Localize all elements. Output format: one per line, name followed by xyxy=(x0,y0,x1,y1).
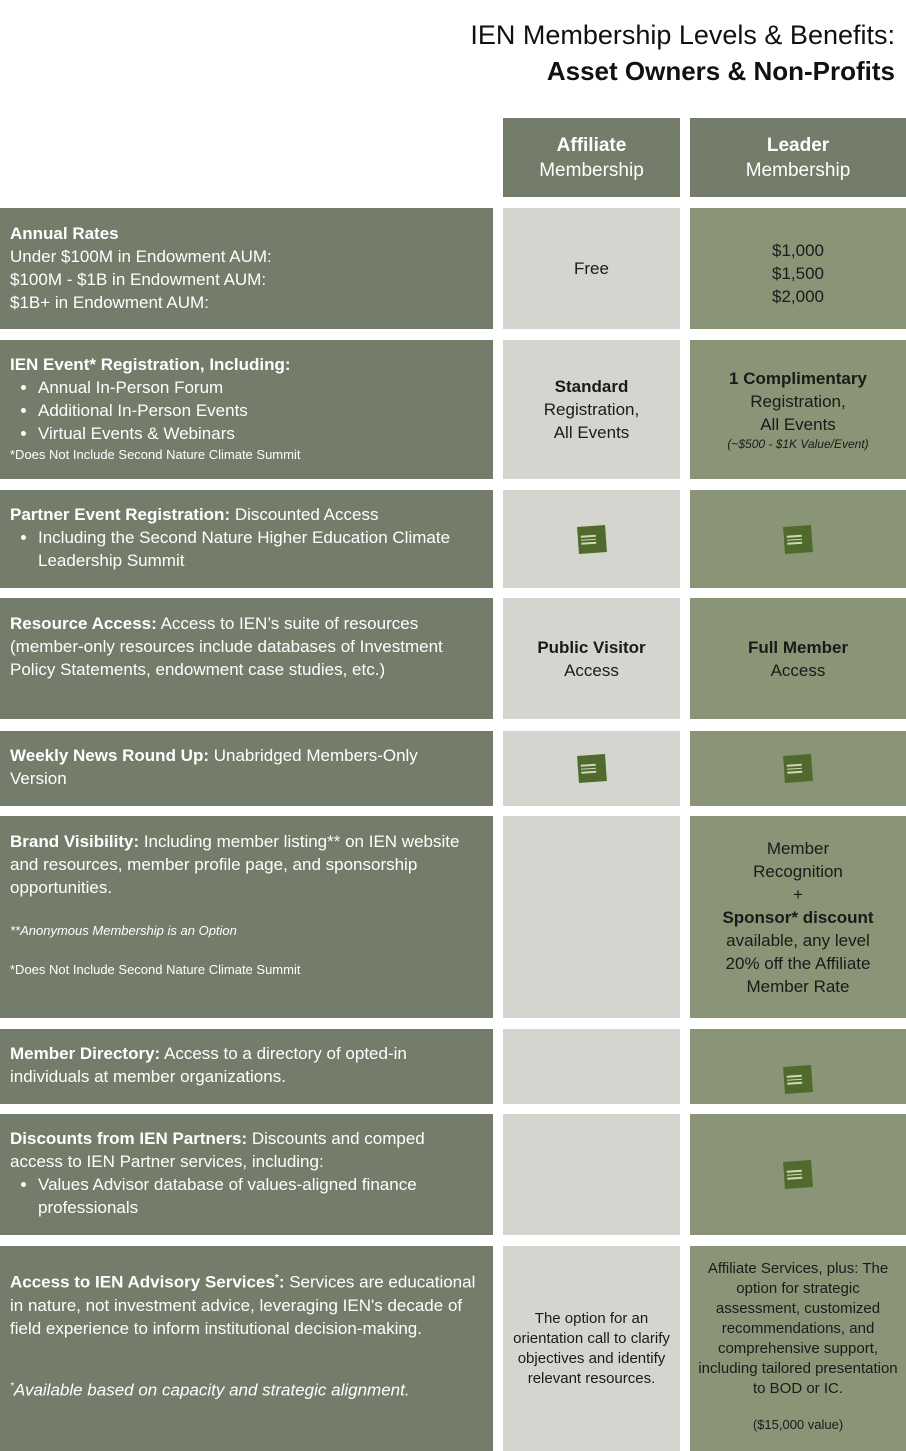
event-affiliate-line-3: All Events xyxy=(553,423,630,442)
news-heading: Weekly News Round Up: xyxy=(10,746,209,765)
row-advisory-services xyxy=(0,1246,906,1451)
ien-logo-checkmark-icon xyxy=(783,1065,813,1094)
brand-heading: Brand Visibility: xyxy=(10,832,140,851)
advisory-leader-value: ($15,000 value) xyxy=(752,1417,844,1432)
rates-leader-value-2: $1,500 xyxy=(772,264,824,283)
brand-note-1: **Anonymous Membership is an Option xyxy=(10,923,237,938)
brand-leader-line-5: 20% off the Affiliate xyxy=(725,953,871,973)
advisory-text: Services are educational in nature, not investment advice, leveraging IEN's decade of field experience to inform institutional decision-making. xyxy=(10,1272,476,1338)
event-bullet-2: • Additional In-Person Events xyxy=(38,399,479,422)
row-weekly-news xyxy=(0,731,906,806)
news-label-cell xyxy=(0,731,493,806)
event-note: *Does Not Include Second Nature Climate Summit xyxy=(10,447,301,462)
title-line-2: Asset Owners & Non-Profits xyxy=(546,56,895,86)
discounts-affiliate-cell xyxy=(503,1114,680,1235)
resource-leader-line-2: Access xyxy=(770,660,826,680)
brand-leader-line-4: available, any level xyxy=(726,930,870,950)
brand-leader-line-3: + xyxy=(793,884,803,904)
rates-label-cell xyxy=(0,208,493,329)
row-member-directory xyxy=(0,1029,906,1104)
partner-affiliate-cell xyxy=(503,490,680,588)
row-partner-discounts xyxy=(0,1114,906,1235)
event-leader-note: (~$500 - $1K Value/Event) xyxy=(727,437,869,451)
resource-affiliate-line-2: Access xyxy=(564,660,619,680)
brand-affiliate-cell xyxy=(503,816,680,1018)
row-resource-access xyxy=(0,598,906,719)
directory-text: Access to a directory of opted-in individuals at member organizations. xyxy=(10,1044,407,1086)
row-event-registration xyxy=(0,340,906,479)
event-bullet-3: • Virtual Events & Webinars xyxy=(38,422,479,445)
row-partner-event xyxy=(0,490,906,588)
ien-logo-checkmark-icon xyxy=(783,1160,813,1189)
leader-column-header xyxy=(690,118,906,197)
advisory-colon: : xyxy=(278,1272,285,1292)
ien-logo-checkmark-icon xyxy=(783,525,813,554)
partner-heading: Partner Event Registration: xyxy=(10,505,231,524)
resource-heading: Resource Access: xyxy=(10,614,157,633)
affiliate-header-bold: Affiliate xyxy=(556,134,627,156)
news-leader-cell xyxy=(690,731,906,806)
rates-line-2: $100M - $1B in Endowment AUM: xyxy=(10,270,267,289)
brand-leader-bold: Sponsor* discount xyxy=(722,907,874,927)
event-bullet-1: • Annual In-Person Forum xyxy=(38,376,479,399)
advisory-leader-text: Affiliate Services, plus: The option for strategic assessment, customized recommendations, and comprehensive support, including tailored presentation to BOD or IC. xyxy=(698,1260,898,1397)
advisory-affiliate-text: The option for an orientation call to clarify objectives and identify relevant resources. xyxy=(513,1309,670,1387)
directory-label-cell xyxy=(0,1029,493,1104)
row-brand-visibility xyxy=(0,816,906,1018)
resource-label-cell xyxy=(0,598,493,719)
affiliate-column-header xyxy=(503,118,680,197)
advisory-leader-cell xyxy=(690,1246,906,1451)
advisory-heading: Access to IEN Advisory Services xyxy=(10,1272,275,1292)
directory-affiliate-cell xyxy=(503,1029,680,1104)
affiliate-header-sub: Membership xyxy=(539,159,644,181)
event-heading: IEN Event* Registration, Including: xyxy=(10,355,291,374)
discounts-text: Discounts and comped access to IEN Partner services, including: xyxy=(10,1129,425,1171)
resource-affiliate-bold: Public Visitor xyxy=(537,637,646,657)
leader-header-sub: Membership xyxy=(745,159,851,181)
ien-logo-checkmark-icon xyxy=(577,754,607,783)
row-annual-rates xyxy=(0,208,906,329)
brand-text: Including member listing** on IEN website and resources, member profile page, and sponsorship opportunities. xyxy=(10,832,460,897)
advisory-label-cell xyxy=(0,1246,493,1451)
title-line-1: IEN Membership Levels & Benefits: xyxy=(470,20,895,50)
advisory-note-sup: * xyxy=(10,1380,14,1392)
resource-leader-cell xyxy=(690,598,906,719)
advisory-note: Available based on capacity and strategic alignment. xyxy=(13,1380,410,1400)
partner-text: Discounted Access xyxy=(230,505,379,524)
event-leader-bold: 1 Complimentary xyxy=(729,369,867,388)
event-label-cell xyxy=(0,340,493,479)
partner-leader-cell xyxy=(690,490,906,588)
event-affiliate-line-2: Registration, xyxy=(543,400,640,419)
rates-affiliate-cell xyxy=(503,208,680,329)
discounts-leader-cell xyxy=(690,1114,906,1235)
discounts-heading: Discounts from IEN Partners: xyxy=(10,1129,248,1148)
rates-line-3: $1B+ in Endowment AUM: xyxy=(10,293,209,312)
discounts-bullet: • Values Advisor database of values-aligned finance professionals xyxy=(38,1173,479,1219)
rates-line-1: Under $100M in Endowment AUM: xyxy=(10,247,272,266)
resource-affiliate-cell xyxy=(503,598,680,719)
rates-leader-value-1: $1,000 xyxy=(772,241,824,260)
event-leader-line-3: All Events xyxy=(760,415,836,434)
partner-bullet: • Including the Second Nature Higher Education Climate Leadership Summit xyxy=(38,526,479,572)
ien-logo-checkmark-icon xyxy=(577,525,607,554)
partner-label-cell xyxy=(0,490,493,588)
advisory-sup: * xyxy=(274,1273,279,1284)
news-text: Unabridged Members-Only Version xyxy=(10,746,418,788)
rates-leader-value-3: $2,000 xyxy=(772,287,824,306)
brand-leader-line-6: Member Rate xyxy=(746,976,850,996)
advisory-affiliate-cell xyxy=(503,1246,680,1451)
event-leader-cell xyxy=(690,340,906,479)
directory-heading: Member Directory: xyxy=(10,1044,161,1063)
leader-header-bold: Leader xyxy=(766,134,830,156)
brand-leader-cell xyxy=(690,816,906,1018)
discounts-label-cell xyxy=(0,1114,493,1235)
news-affiliate-cell xyxy=(503,731,680,806)
ien-logo-checkmark-icon xyxy=(783,754,813,783)
rates-heading: Annual Rates xyxy=(10,224,119,243)
resource-leader-bold: Full Member xyxy=(747,637,849,657)
event-affiliate-bold: Standard xyxy=(554,377,629,396)
brand-leader-line-2: Recognition xyxy=(753,861,843,881)
brand-label-cell xyxy=(0,816,493,1018)
rates-leader-cell xyxy=(690,208,906,329)
event-leader-line-2: Registration, xyxy=(750,392,846,411)
rates-affiliate-value: Free xyxy=(574,259,609,278)
page-title xyxy=(470,17,895,89)
directory-leader-cell xyxy=(690,1029,906,1104)
event-affiliate-cell xyxy=(503,340,680,479)
brand-note-2: *Does Not Include Second Nature Climate Summit xyxy=(10,962,301,977)
resource-text: Access to IEN’s suite of resources (member-only resources include databases of Investment Policy Statements, endowment case studies, etc.) xyxy=(10,614,443,679)
brand-leader-line-1: Member xyxy=(766,838,830,858)
